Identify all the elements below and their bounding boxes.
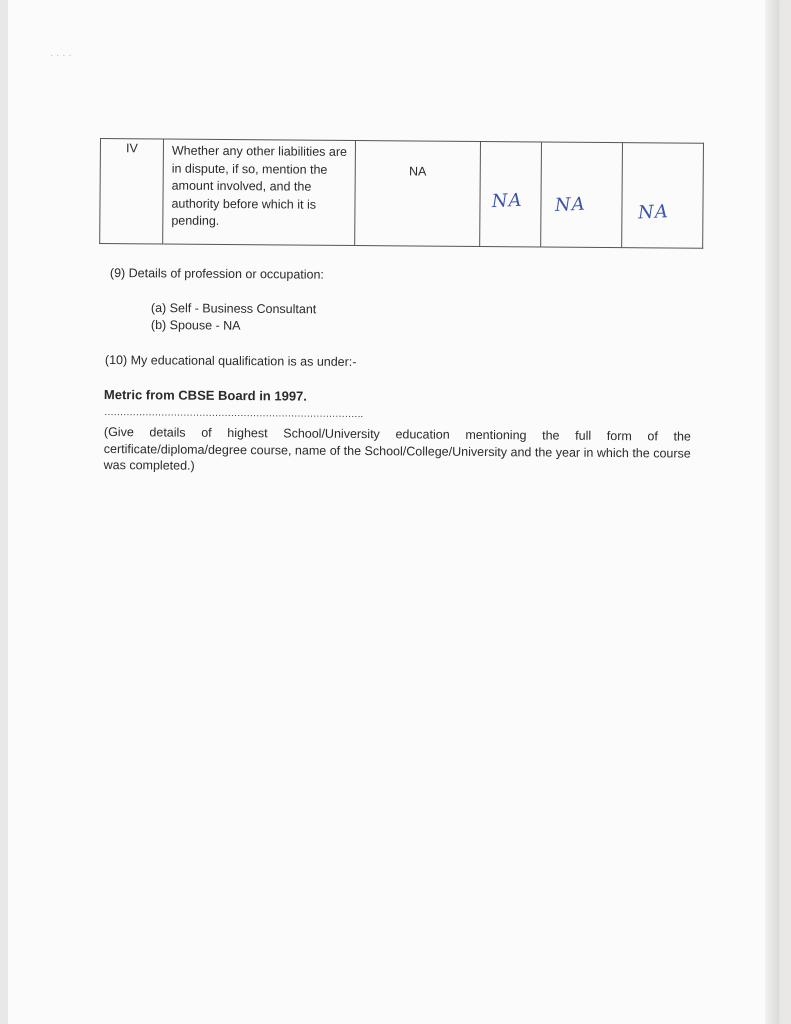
section-10-heading: (10) My educational qualification is as under:- <box>104 352 357 369</box>
liabilities-table <box>99 138 704 249</box>
handwritten-na-2: NA <box>554 193 587 216</box>
page-edge-shadow <box>765 0 778 1024</box>
handwritten-cell-2 <box>541 142 623 248</box>
spouse-occupation: (b) Spouse - NA <box>150 317 241 333</box>
handwritten-cell-3 <box>622 143 704 249</box>
value-cell <box>355 141 481 247</box>
qualification-instruction: (Give details of highest School/University education mentioning the full form of the certificate/diploma/degree course, name of the School/College/University and the year in which the course was completed.) <box>103 424 691 473</box>
description-cell <box>163 139 356 246</box>
self-occupation: (a) Self - Business Consultant <box>150 300 317 317</box>
liability-description: Whether any other liabilities are in dispute, if so, mention the amount involved, and the authority before which it is pending. <box>171 143 348 228</box>
scan-artifact: · · · · <box>50 50 72 61</box>
dotted-line: ………………………………………………………………………. <box>103 406 363 421</box>
section-9-heading: (9) Details of profession or occupation: <box>109 265 324 282</box>
liability-value: NA <box>409 164 427 179</box>
table-row <box>100 139 704 249</box>
handwritten-na-1: NA <box>491 189 523 213</box>
handwritten-cell-1 <box>480 141 542 246</box>
row-number: IV <box>125 141 138 156</box>
handwritten-na-3: NA <box>637 201 670 224</box>
qualification-answer: Metric from CBSE Board in 1997. <box>103 386 307 404</box>
row-number-cell <box>100 139 164 244</box>
